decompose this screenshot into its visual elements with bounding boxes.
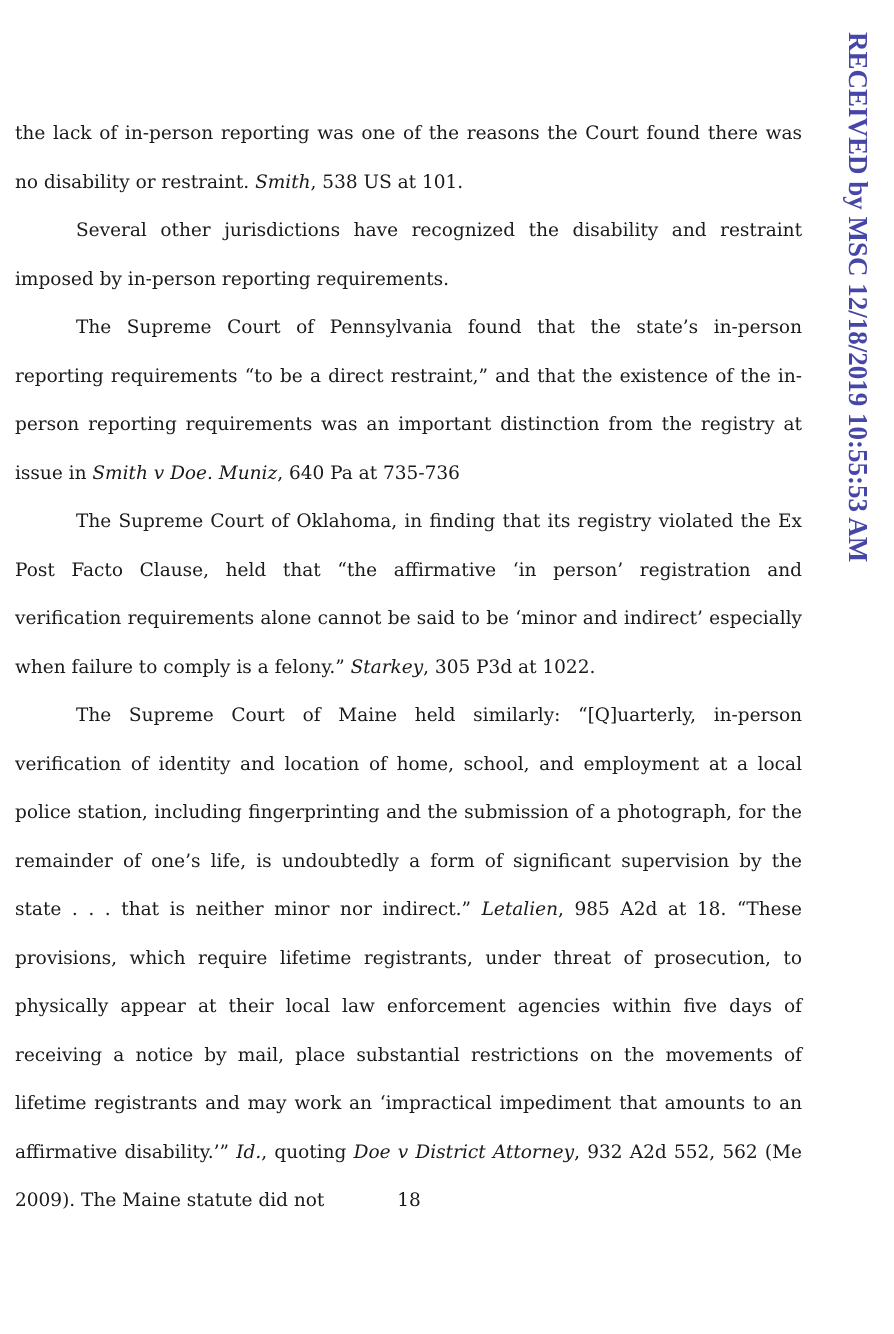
paragraph-text: The Supreme Court of Maine held similarly: “[Q]uarterly, in-person verification of identity and location of home, school, and employment at a local police station, including fingerprinting and the submission of a photograph, for the remainder of one’s life, is undoubtedly a form of significant supervision by the state . . . that is neither minor nor indirect.” [15, 705, 802, 920]
paragraph-text: Several other jurisdictions have recognized the disability and restraint imposed by in-person reporting requirements. [15, 220, 802, 290]
paragraph-text: , quoting [261, 1141, 354, 1163]
case-citation-italic: Smith v Doe. Muniz [92, 462, 278, 484]
case-citation-italic: Letalien [481, 899, 558, 920]
body-paragraph [15, 110, 802, 207]
body-paragraph [15, 304, 802, 498]
document-body [15, 110, 802, 1226]
case-citation-italic: Smith [255, 171, 311, 193]
paragraph-text: the lack of in-person reporting was one of the reasons the Court found there was no disability or restraint. [15, 123, 802, 193]
paragraph-text: , 305 P3d at 1022. [423, 656, 596, 678]
body-paragraph [15, 498, 802, 692]
received-stamp: RECEIVED by MSC 12/18/2019 10:55:53 AM [843, 32, 873, 563]
paragraph-text: , 640 Pa at 735-736 [277, 462, 460, 484]
page-number: 18 [397, 1190, 421, 1211]
body-paragraph [15, 692, 802, 1226]
paragraph-text: The Supreme Court of Pennsylvania found that the state’s in-person reporting requirements “to be a direct restraint,” and that the existence of the in-person reporting requirements was an important distinction from the registry at issue in [15, 317, 802, 484]
case-citation-italic: Starkey [350, 656, 424, 678]
case-citation-italic: Id. [236, 1141, 262, 1163]
paragraph-text: , 538 US at 101. [310, 171, 464, 193]
paragraph-text: , 985 A2d at 18. “These provisions, which require lifetime registrants, under threat of prosecution, to physically appear at their local law enforcement agencies within five days of receiving a notice by mail, place substantial restrictions on the movements of lifetime registrants and may work an ‘impractical impediment that amounts to an affirmative disability.’” [15, 899, 802, 1163]
case-citation-italic: Doe v District Attorney [353, 1141, 575, 1163]
body-paragraph [15, 207, 802, 304]
paragraph-text: The Supreme Court of Oklahoma, in finding that its registry violated the Ex Post Facto Clause, held that “the affirmative ‘in person’ registration and verification requirements alone cannot be said to be ‘minor and indirect’ especially when failure to comply is a felony.” [15, 511, 802, 678]
paragraph-text: , 932 A2d 552, 562 (Me 2009). The Maine statute did not [15, 1141, 802, 1211]
